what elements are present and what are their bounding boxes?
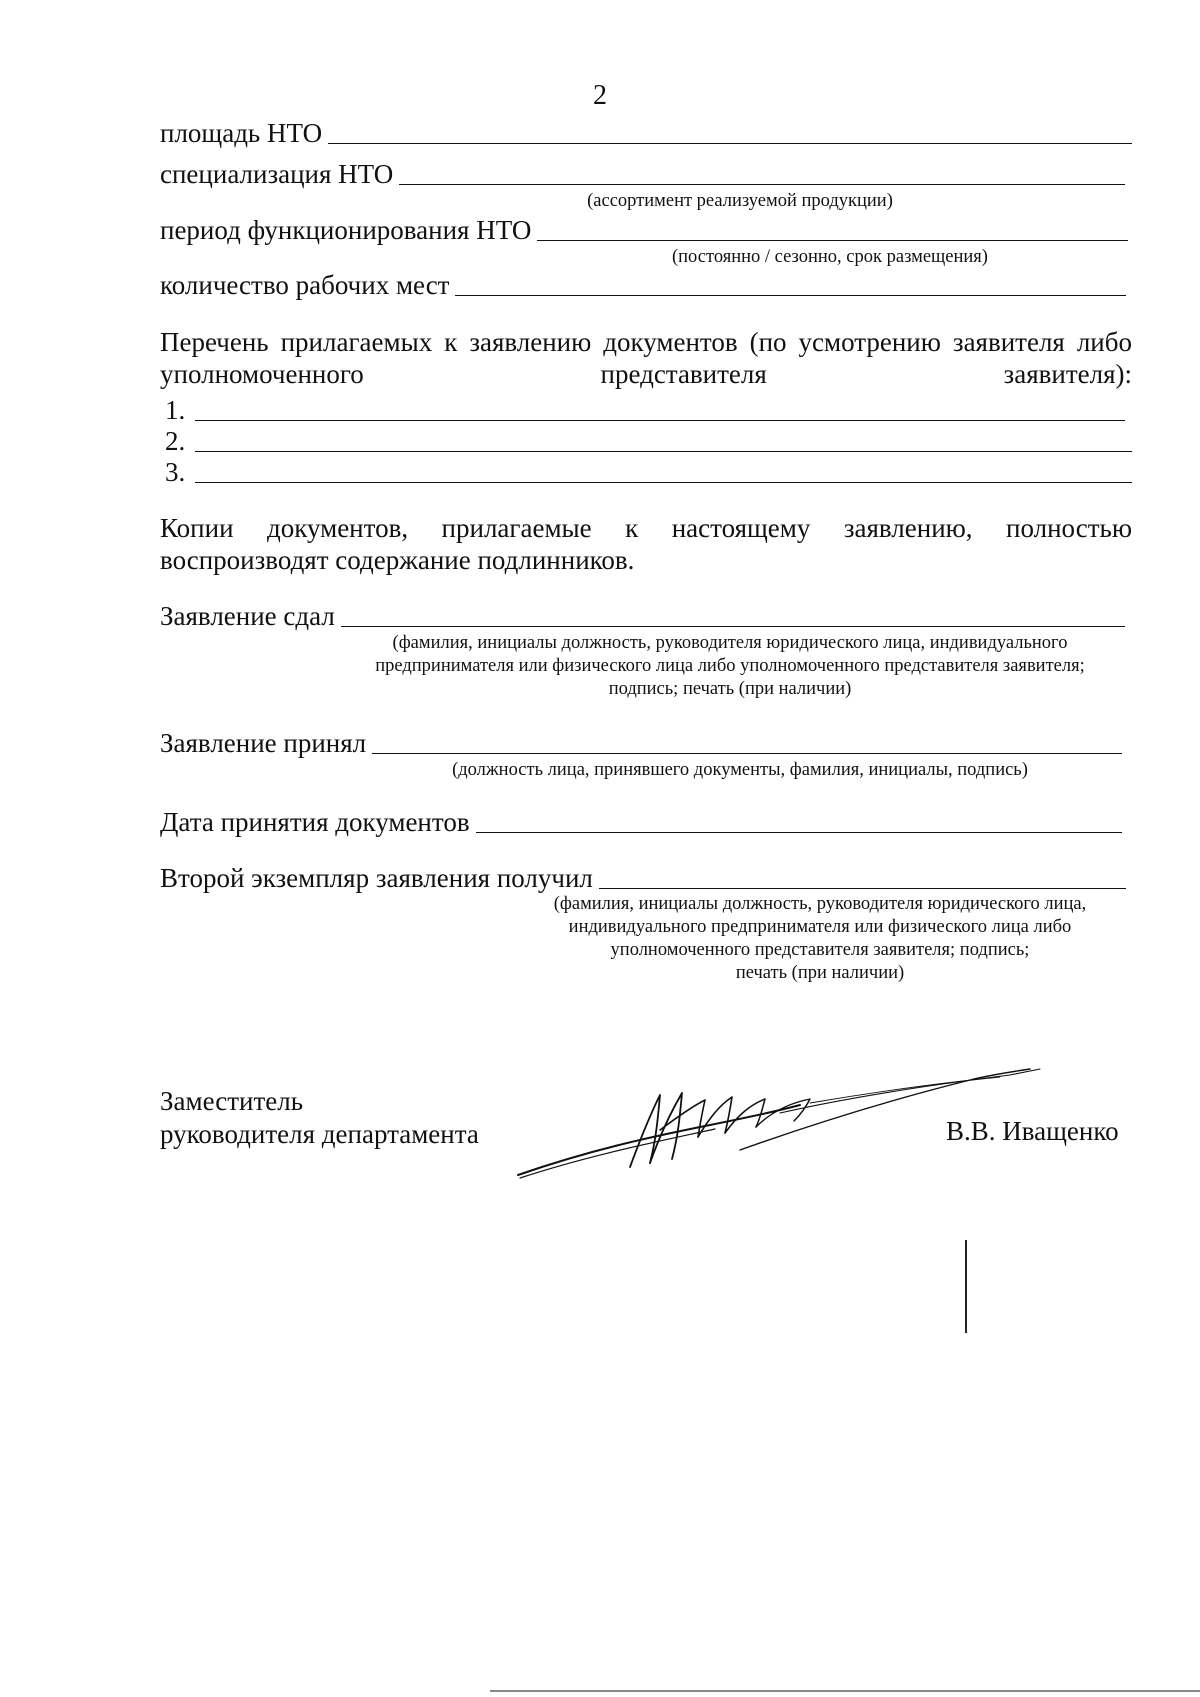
specialization-label: специализация НТО: [160, 159, 394, 189]
document-item-2: [165, 425, 1132, 457]
period-label: период функционирования НТО: [160, 215, 532, 245]
documents-list-intro: Перечень прилагаемых к заявлению документов (по усмотрению заявителя либо уполномоченного представителя заявителя):: [160, 327, 1132, 389]
accepted-label: Заявление принял: [160, 728, 367, 758]
specialization-hint: (ассортимент реализуемой продукции): [587, 191, 893, 211]
page-number: 2: [593, 80, 607, 111]
specialization-input-line[interactable]: [399, 160, 1125, 185]
page-bottom-edge: [490, 1690, 1200, 1692]
workplaces-input-line[interactable]: [455, 271, 1126, 296]
signatory-position: [160, 1085, 479, 1151]
acceptance-date-label: Дата принятия документов: [160, 807, 470, 837]
second-copy-field: [160, 862, 1126, 894]
acceptance-date-field: [160, 806, 1122, 838]
document-item-input-line[interactable]: [195, 427, 1132, 452]
second-copy-hint: (фамилия, инициалы должность, руководителя юридического лица, индивидуального предпринимателя или физического лица либо уполномоченного представителя заявителя; подпись; печать (при наличии): [553, 894, 1087, 983]
second-copy-label: Второй экземпляр заявления получил: [160, 863, 593, 893]
area-label: площадь НТО: [160, 118, 323, 148]
area-input-line[interactable]: [328, 119, 1132, 144]
document-item-number: 3.: [165, 457, 186, 487]
document-item-number: 1.: [165, 395, 186, 425]
second-copy-input-line[interactable]: [599, 864, 1126, 889]
submitted-field: [160, 600, 1125, 632]
signatory-position-line2: руководителя департамента: [160, 1119, 479, 1149]
accepted-field: [160, 727, 1122, 759]
specialization-field: [160, 158, 1125, 190]
submitted-input-line[interactable]: [341, 602, 1125, 627]
period-hint: (постоянно / сезонно, срок размещения): [672, 247, 988, 267]
workplaces-field: [160, 269, 1126, 301]
document-item-input-line[interactable]: [195, 396, 1125, 421]
document-item-number: 2.: [165, 426, 186, 456]
accepted-hint: (должность лица, принявшего документы, фамилия, инициалы, подпись): [452, 760, 1028, 780]
signatory-name: В.В. Иващенко: [946, 1116, 1119, 1146]
document-item-1: [165, 394, 1125, 426]
accepted-input-line[interactable]: [372, 729, 1122, 754]
workplaces-label: количество рабочих мест: [160, 270, 450, 300]
margin-mark: [965, 1240, 967, 1333]
document-item-input-line[interactable]: [195, 458, 1132, 483]
period-input-line[interactable]: [537, 216, 1128, 241]
copies-statement: Копии документов, прилагаемые к настоящему заявлению, полностью воспроизводят содержание подлинников.: [160, 513, 1132, 575]
area-field: [160, 117, 1132, 149]
submitted-label: Заявление сдал: [160, 601, 335, 631]
acceptance-date-input-line[interactable]: [476, 808, 1122, 833]
submitted-hint: (фамилия, инициалы должность, руководителя юридического лица, индивидуального предпринимателя или физического лица либо уполномоченного представителя заявителя; подпись; печать (при наличии): [375, 633, 1085, 699]
period-field: [160, 214, 1128, 246]
signatory-position-line1: Заместитель: [160, 1086, 304, 1116]
document-item-3: [165, 456, 1132, 488]
